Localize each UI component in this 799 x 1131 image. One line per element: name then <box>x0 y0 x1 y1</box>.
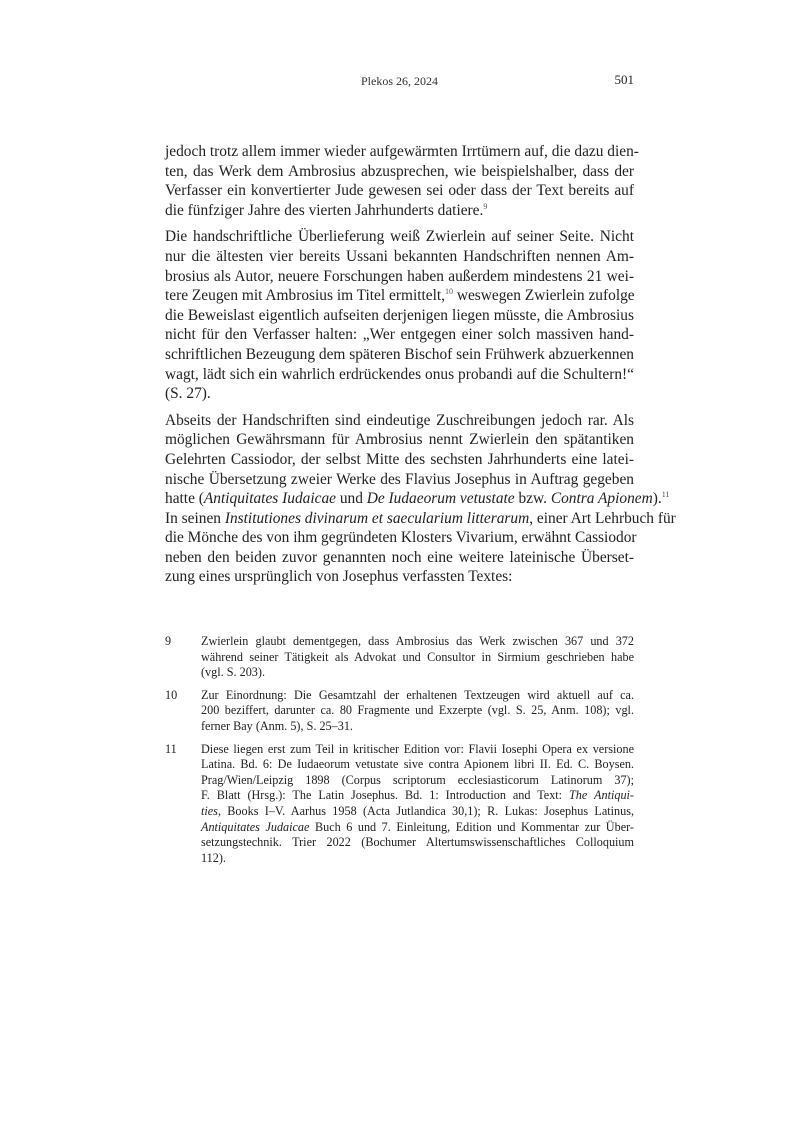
text-line <box>201 804 634 820</box>
text-line <box>165 411 634 431</box>
footnote-text <box>201 688 634 735</box>
text-segment: Verfasser ein konvertierter Jude gewesen sei oder dass der Text bereits auf <box>165 182 634 200</box>
text-line <box>201 835 634 851</box>
text-segment: Die handschriftliche Überlieferung weiß Zwierlein auf seiner Seite. Nicht <box>165 228 634 246</box>
text-segment: , einer Art Lehrbuch für <box>529 509 676 527</box>
italic-title: The Antiqui- <box>569 788 634 803</box>
text-line <box>165 345 634 365</box>
text-line <box>165 162 634 182</box>
text-segment: brosius als Autor, neuere Forschungen haben außerdem mindestens 21 wei- <box>165 267 634 285</box>
text-line <box>201 665 634 681</box>
text-segment: Zwierlein glaubt dementgegen, dass Ambrosius das Werk zwischen 367 und 372 <box>201 634 634 648</box>
text-line <box>165 286 634 306</box>
text-line <box>165 528 637 548</box>
text-line <box>165 489 670 509</box>
text-segment: die Beweislast eigentlich aufseiten derjenigen liegen müsste, die Ambrosius <box>165 306 634 324</box>
text-line <box>165 181 634 201</box>
paragraph <box>165 142 639 220</box>
text-line <box>165 267 634 287</box>
text-line <box>201 650 634 666</box>
footnote-number: 10 <box>165 687 178 702</box>
italic-title: Antiquitates Judaicae <box>201 819 310 834</box>
paragraph <box>165 411 676 587</box>
italic-title: ties <box>201 803 218 818</box>
text-line <box>165 567 634 587</box>
italic-title: Institutiones divinarum et saecularium litterarum <box>224 509 530 527</box>
text-segment: nische Übersetzung zweier Werke des Flavius Josephus in Auftrag gegeben <box>165 470 634 488</box>
footnote-number: 11 <box>165 741 177 756</box>
text-segment: Gelehrten Cassiodor, der selbst Mitte des sechsten Jahrhunderts eine latei- <box>165 450 634 468</box>
text-segment: neben den beiden zuvor genannten noch eine weitere lateinische Überset- <box>165 548 634 566</box>
text-line <box>165 450 634 470</box>
text-segment: möglichen Gewährsmann für Ambrosius nennt Zwierlein den spätantiken <box>165 431 634 449</box>
text-line <box>165 201 634 221</box>
text-segment: Zur Einordnung: Die Gesamtzahl der erhaltenen Textzeugen wird aktuell auf ca. <box>201 687 634 702</box>
italic-title: De Iudaeorum vetustate <box>366 490 515 508</box>
text-segment: 200 beziffert, darunter ca. 80 Fragmente und Exzerpte (vgl. S. 25, Anm. 108); vgl. <box>201 703 634 718</box>
text-segment: nur die ältesten vier bereits Ussani bekannten Handschriften nennen Am- <box>165 247 634 265</box>
text-line <box>165 509 676 529</box>
text-line <box>201 757 634 773</box>
footnote-reference[interactable]: 9 <box>483 201 488 211</box>
footnote-number: 9 <box>165 634 172 648</box>
text-segment: Prag/Wien/Leipzig 1898 (Corpus scriptorum ecclesiasticorum Latinorum 37); <box>201 772 634 787</box>
text-segment: (vgl. S. 203). <box>201 665 265 680</box>
paragraph <box>165 227 634 403</box>
text-line <box>165 470 634 490</box>
text-line <box>201 820 634 836</box>
text-segment: F. Blatt (Hrsg.): The Latin Josephus. Bd. 1: Introduction and Text: <box>201 788 570 803</box>
body-text <box>165 142 676 594</box>
text-segment: Buch 6 und 7. Einleitung, Edition und Kommentar zur Über- <box>309 819 634 834</box>
text-segment: schriftlichen Bezeugung dem späteren Bischof sein Frühwerk abzuerkennen <box>165 345 634 363</box>
footnote-reference[interactable]: 10 <box>445 287 453 297</box>
footnote <box>165 634 634 681</box>
text-line <box>201 634 634 650</box>
text-segment: nicht für den Verfasser halten: „Wer entgegen einer solch massiven hand- <box>165 326 634 344</box>
text-segment: setzungstechnik. Trier 2022 (Bochumer Altertumswissenschaftliches Colloquium <box>201 835 634 850</box>
text-line <box>165 365 634 385</box>
text-segment: ). <box>652 490 662 508</box>
text-line <box>201 773 634 789</box>
text-segment: In seinen <box>165 509 225 527</box>
text-segment: jedoch trotz allem immer wieder aufgewärmten Irrtümern auf, die dazu dien- <box>165 143 639 160</box>
text-line <box>165 384 634 404</box>
text-line <box>165 306 634 326</box>
text-line <box>165 325 634 345</box>
text-line <box>201 742 634 758</box>
footnote-reference[interactable]: 11 <box>661 490 670 500</box>
text-segment: Diese liegen erst zum Teil in kritischer Edition vor: Flavii Iosephi Opera ex versione <box>201 741 634 756</box>
text-segment: die fünfziger Jahre des vierten Jahrhunderts datiere. <box>165 201 484 219</box>
text-line <box>201 851 634 867</box>
text-segment: (S. 27). <box>165 385 211 403</box>
text-segment: Latina. Bd. 6: De Iudaeorum vetustate sive contra Apionem libri II. Ed. C. Boysen. <box>201 757 634 772</box>
footnotes <box>165 634 634 873</box>
running-header: Plekos 26, 2024 <box>360 74 438 88</box>
text-segment: tere Zeugen mit Ambrosius im Titel ermittelt, <box>165 287 445 305</box>
footnote <box>165 742 634 867</box>
text-segment: , Books I–V. Aarhus 1958 (Acta Jutlandica 30,1); R. Lukas: Josephus Latinus, <box>217 803 634 818</box>
text-segment: weswegen Zwierlein zufolge <box>453 287 635 305</box>
text-segment: bzw. <box>514 490 551 508</box>
text-segment: ferner Bay (Anm. 5), S. 25–31. <box>201 718 353 733</box>
text-line <box>201 719 634 735</box>
text-line <box>165 227 634 247</box>
footnote <box>165 688 634 735</box>
text-segment: und <box>335 490 367 508</box>
text-segment: zung eines ursprünglich von Josephus verfassten Textes: <box>165 568 513 586</box>
text-segment: Abseits der Handschriften sind eindeutige Zuschreibungen jedoch rar. Als <box>165 411 634 429</box>
text-line <box>165 142 639 162</box>
footnote-text <box>201 634 634 681</box>
text-line <box>201 788 634 804</box>
italic-title: Antiquitates Iudaicae <box>203 490 336 508</box>
italic-title: Contra Apionem <box>550 490 653 508</box>
text-segment: wagt, lädt sich ein wahrlich erdrückendes onus probandi auf die Schultern!“ <box>165 365 634 383</box>
text-segment: 112). <box>201 850 226 865</box>
text-line <box>201 688 634 704</box>
text-line <box>165 247 634 267</box>
text-segment: ten, das Werk dem Ambrosius abzusprechen, wie beispielshalber, dass der <box>165 162 634 180</box>
text-segment: während seiner Tätigkeit als Advokat und Consultor in Sirmium geschrieben habe <box>201 649 634 664</box>
text-line <box>165 548 634 568</box>
text-line <box>165 430 634 450</box>
text-segment: die Mönche des von ihm gegründeten Klosters Vivarium, erwähnt Cassiodor <box>165 529 637 547</box>
page-number: 501 <box>614 72 634 87</box>
footnote-text <box>201 742 634 867</box>
text-line <box>201 703 634 719</box>
text-segment: hatte ( <box>165 490 204 508</box>
